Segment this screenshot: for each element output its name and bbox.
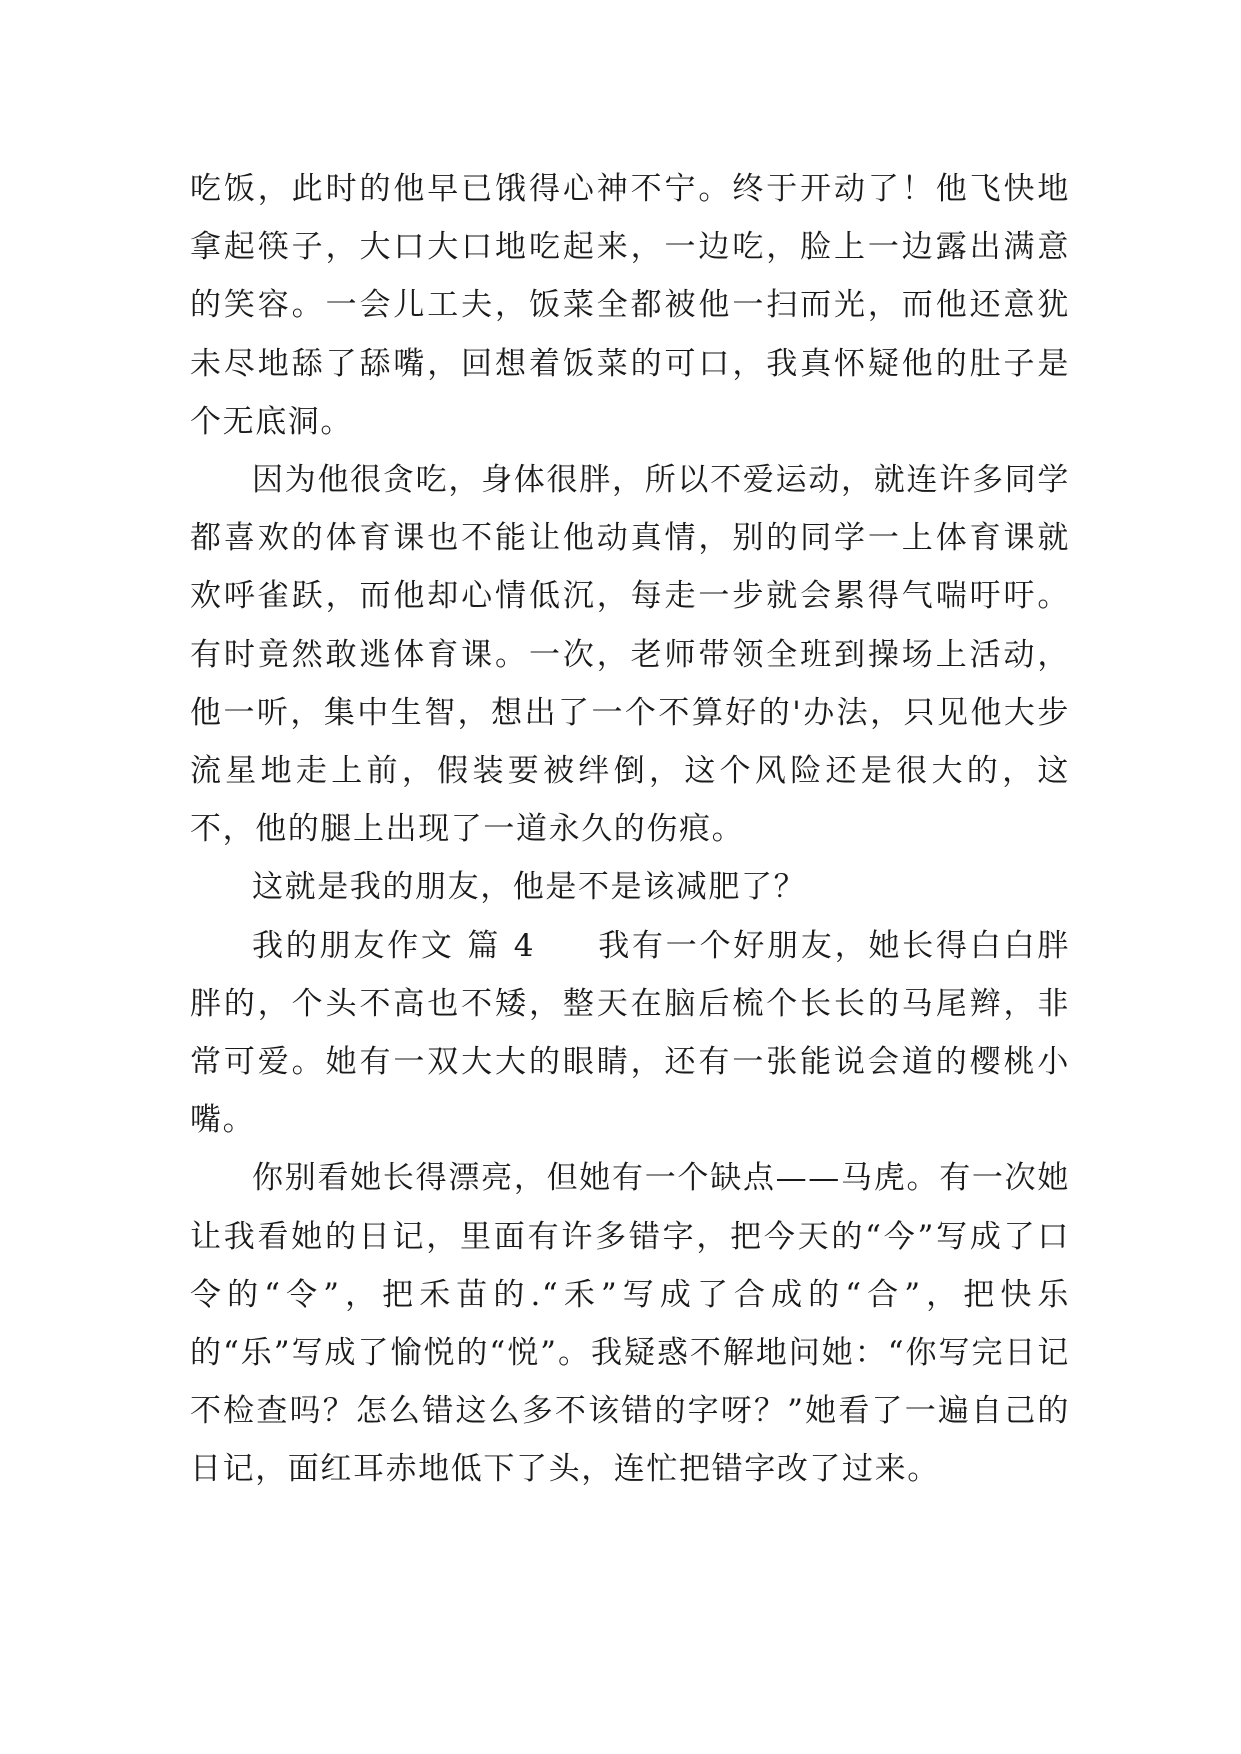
paragraph-1: 吃饭，此时的他早已饿得心神不宁。终于开动了！他飞快地拿起筷子，大口大口地吃起来，一边吃，脸上一边露出满意的笑容。一会儿工夫，饭菜全都被他一扫而光，而他还意犹未尽地舔了舔嘴，回想着饭菜的可口，我真怀疑他的肚子是个无底洞。	[190, 171, 1070, 440]
paragraph-3: 这就是我的朋友，他是不是该减肥了？	[252, 869, 807, 906]
section-heading: 我的朋友作文 篇 4	[252, 927, 536, 964]
paragraph-2: 因为他很贪吃，身体很胖，所以不爱运动，就连许多同学都喜欢的体育课也不能让他动真情，别的同学一上体育课就欢呼雀跃，而他却心情低沉，每走一步就会累得气喘吁吁。有时竟然敢逃体育课。一次，老师带领全班到操场上活动，他一听，集中生智，想出了一个不算好的'办法，只见他大步流星地走上前，假装要被绊倒，这个风险还是很大的，这不，他的腿上出现了一道永久的伤痕。	[190, 462, 1070, 848]
document-body	[190, 160, 1070, 1499]
paragraph-4	[190, 917, 1070, 1150]
paragraph-4-text: 我有一个好朋友，她长得白白胖胖的，个头不高也不矮，整天在脑后梳个长长的马尾辫，非常可爱。她有一双大大的眼睛，还有一张能说会道的樱桃小嘴。	[190, 927, 1070, 1139]
paragraph-5: 你别看她长得漂亮，但她有一个缺点——马虎。有一次她让我看她的日记，里面有许多错字，把今天的“今”写成了口令的“令”，把禾苗的.“禾”写成了合成的“合”，把快乐的“乐”写成了愉悦的“悦”。我疑惑不解地问她：“你写完日记不检查吗？怎么错这么多不该错的字呀？”她看了一遍自己的日记，面红耳赤地低下了头，连忙把错字改了过来。	[190, 1160, 1070, 1488]
